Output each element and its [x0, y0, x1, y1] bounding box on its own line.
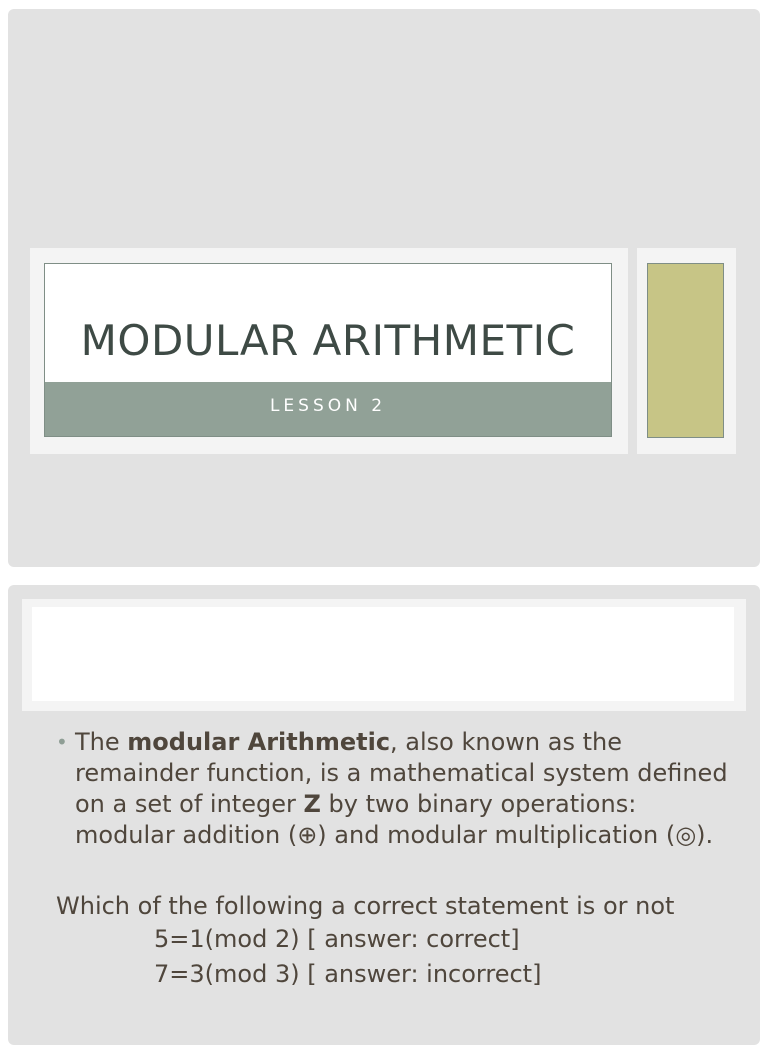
subtitle-band	[45, 382, 611, 436]
title-slide	[8, 9, 760, 567]
example-line-1: 5=1(mod 2) [ answer: correct]	[154, 925, 520, 953]
slide-body	[56, 727, 736, 992]
bullet-dot-icon: •	[56, 730, 68, 754]
example-line-2: 7=3(mod 3) [ answer: incorrect]	[154, 960, 542, 988]
bullet-item	[56, 727, 736, 851]
slide-header	[32, 607, 734, 701]
slide-title: MODULAR ARITHMETIC	[80, 316, 576, 365]
accent-block	[647, 263, 724, 438]
bullet-term: modular Arithmetic	[127, 728, 391, 756]
bullet-middle: , also known as the remainder function, is a mathematical system defined on a set of integer	[75, 728, 728, 818]
slide-subtitle: LESSON 2	[269, 396, 387, 416]
title-box	[44, 263, 612, 437]
content-slide	[8, 585, 760, 1045]
bullet-prefix: The	[75, 728, 128, 756]
title-frame	[30, 248, 628, 454]
slide-header-frame	[22, 599, 746, 711]
question-text: Which of the following a correct statement is or not	[56, 892, 675, 920]
bullet-suffix: by two binary operations: modular addition (⊕) and modular multiplication (◎).	[75, 790, 714, 849]
set-symbol: Z	[303, 790, 321, 818]
accent-frame	[637, 248, 736, 454]
